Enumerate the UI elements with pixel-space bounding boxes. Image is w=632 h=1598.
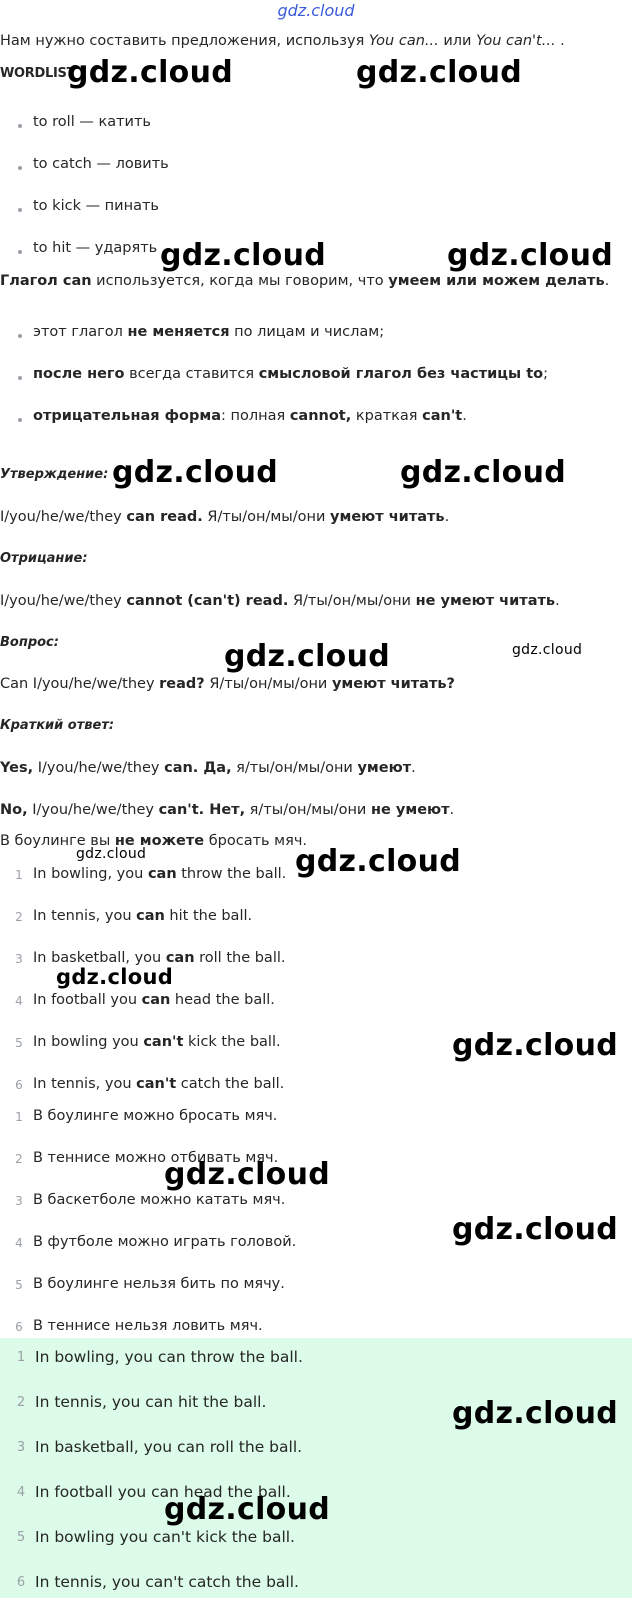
list-number: 1 (15, 868, 23, 882)
list-number: 6 (16, 1575, 26, 1590)
question-example: Can I/you/he/we/they read? Я/ты/он/мы/они умеют читать? (0, 676, 455, 692)
watermark: gdz.cloud (224, 639, 391, 674)
watermark: gdz.cloud (76, 846, 147, 862)
list-item: В боулинге можно бросать мяч. (33, 1108, 278, 1124)
list-number: 6 (15, 1320, 23, 1334)
short-answer-label: Краткий ответ: (0, 718, 115, 733)
bullet-icon (18, 376, 22, 380)
watermark: gdz.cloud (112, 455, 279, 490)
wordlist-item: to hit — ударять (33, 240, 158, 256)
list-item: В баскетболе можно катать мяч. (33, 1192, 286, 1208)
list-number: 4 (15, 994, 23, 1008)
affirmative-example: I/you/he/we/they can read. Я/ты/он/мы/они умеют читать. (0, 509, 450, 525)
list-item: In football you can head the ball. (33, 992, 275, 1008)
bullet-icon (18, 166, 22, 170)
bullet-icon (18, 250, 22, 254)
answer-item: In tennis, you can't catch the ball. (35, 1573, 299, 1591)
list-number: 3 (15, 952, 23, 966)
list-number: 1 (16, 1350, 26, 1365)
affirmative-label: Утверждение: (0, 467, 109, 482)
bullet-icon (18, 418, 22, 422)
list-item: In bowling you can't kick the ball. (33, 1034, 281, 1050)
answer-item: In tennis, you can hit the ball. (35, 1393, 267, 1411)
list-item: В боулинге нельзя бить по мячу. (33, 1276, 285, 1292)
list-number: 2 (16, 1395, 26, 1410)
negative-example: I/you/he/we/they cannot (can't) read. Я/ты/он/мы/они не умеют читать. (0, 593, 560, 609)
list-number: 3 (15, 1194, 23, 1208)
wordlist-item: to roll — катить (33, 114, 151, 130)
watermark: gdz.cloud (452, 1028, 619, 1063)
list-number: 6 (15, 1078, 23, 1092)
answer-item: In bowling you can't kick the ball. (35, 1528, 295, 1546)
watermark: gdz.cloud (447, 238, 614, 273)
grammar-rule: Глагол can используется, когда мы говорим, что умеем или можем делать. (0, 273, 610, 289)
list-number: 2 (15, 910, 23, 924)
answer-item: In bowling, you can throw the ball. (35, 1348, 303, 1366)
bullet-icon (18, 334, 22, 338)
list-item: In tennis, you can't catch the ball. (33, 1076, 285, 1092)
rule-item: отрицательная форма: полная cannot, краткая can't. (33, 408, 467, 424)
list-item: In basketball, you can roll the ball. (33, 950, 286, 966)
watermark: gdz.cloud (356, 55, 523, 90)
answer-item: In football you can head the ball. (35, 1483, 291, 1501)
watermark: gdz.cloud (67, 55, 234, 90)
watermark: gdz.cloud (512, 642, 583, 658)
example-sentence: В боулинге вы не можете бросать мяч. (0, 833, 308, 849)
watermark: gdz.cloud (160, 238, 327, 273)
list-item: В теннисе можно отбивать мяч. (33, 1150, 279, 1166)
question-label: Вопрос: (0, 635, 59, 650)
list-number: 2 (15, 1152, 23, 1166)
site-logo[interactable]: gdz.cloud (277, 1, 355, 20)
watermark: gdz.cloud (452, 1396, 619, 1431)
watermark: gdz.cloud (452, 1212, 619, 1247)
negative-label: Отрицание: (0, 551, 88, 566)
rule-item: после него всегда ставится смысловой глагол без частицы to; (33, 366, 548, 382)
short-answer-no: No, I/you/he/we/they can't. Нет, я/ты/он/мы/они не умеют. (0, 802, 455, 818)
list-item: В футболе можно играть головой. (33, 1234, 297, 1250)
bullet-icon (18, 208, 22, 212)
answer-box (0, 1338, 632, 1598)
list-item: In tennis, you can hit the ball. (33, 908, 253, 924)
short-answer-yes: Yes, I/you/he/we/they can. Да, я/ты/он/мы/они умеют. (0, 760, 416, 776)
list-number: 5 (16, 1530, 26, 1545)
list-number: 1 (15, 1110, 23, 1124)
wordlist-label: WORDLIST (0, 66, 76, 81)
list-item: In bowling, you can throw the ball. (33, 866, 287, 882)
answer-item: In basketball, you can roll the ball. (35, 1438, 303, 1456)
wordlist-item: to kick — пинать (33, 198, 159, 214)
watermark: gdz.cloud (295, 844, 462, 879)
bullet-icon (18, 124, 22, 128)
list-number: 3 (16, 1440, 26, 1455)
list-number: 4 (16, 1485, 26, 1500)
wordlist-item: to catch — ловить (33, 156, 169, 172)
list-number: 4 (15, 1236, 23, 1250)
rule-item: этот глагол не меняется по лицам и числам; (33, 324, 385, 340)
watermark: gdz.cloud (56, 965, 174, 989)
watermark: gdz.cloud (400, 455, 567, 490)
watermark: gdz.cloud (164, 1157, 331, 1192)
watermark: gdz.cloud (164, 1492, 331, 1527)
intro-text: Нам нужно составить предложения, используя You can... или You can't... . (0, 33, 565, 49)
list-number: 5 (15, 1278, 23, 1292)
list-item: В теннисе нельзя ловить мяч. (33, 1318, 263, 1334)
list-number: 5 (15, 1036, 23, 1050)
